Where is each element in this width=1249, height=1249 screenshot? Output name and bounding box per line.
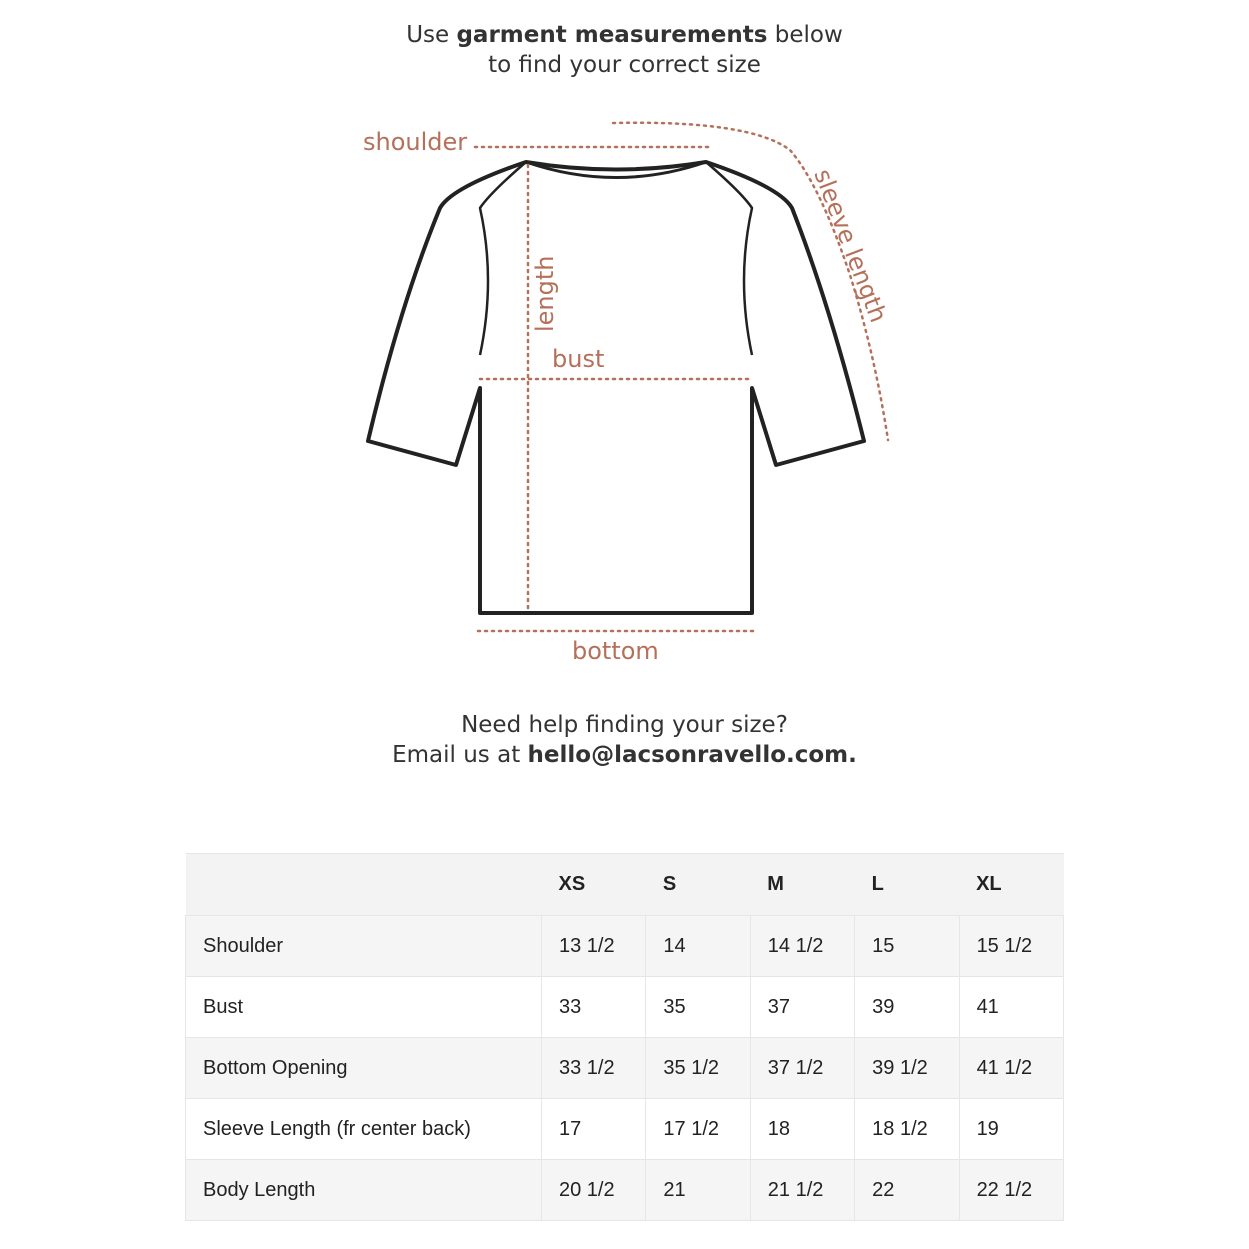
shoulder-label: shoulder [363,128,468,156]
table-cell: 14 1/2 [750,916,854,977]
row-label: Bottom Opening [186,1038,542,1099]
row-label: Body Length [186,1160,542,1221]
sleeve-length-label: sleeve length [808,165,893,327]
intro-text [0,20,1249,80]
shirt-body-outline [368,162,864,613]
table-cell: 33 1/2 [542,1038,646,1099]
size-header-row [186,854,1064,916]
table-cell: 37 1/2 [750,1038,854,1099]
table-cell: 35 [646,977,750,1038]
header-size-xl: XL [959,854,1063,916]
intro-suffix: below [767,22,843,48]
table-cell: 14 [646,916,750,977]
intro-line-2: to find your correct size [488,52,761,78]
measurement-labels [363,128,893,665]
header-empty-cell [186,854,542,916]
table-cell: 35 1/2 [646,1038,750,1099]
left-seam [480,162,526,355]
row-label: Shoulder [186,916,542,977]
table-row [186,1099,1064,1160]
table-row [186,916,1064,977]
table-cell: 39 1/2 [855,1038,959,1099]
table-cell: 39 [855,977,959,1038]
bust-label: bust [552,345,605,373]
header-size-l: L [855,854,959,916]
header-size-m: M [750,854,854,916]
table-cell: 17 [542,1099,646,1160]
table-cell: 21 1/2 [750,1160,854,1221]
help-line-1: Need help finding your size? [461,712,788,738]
header-size-s: S [646,854,750,916]
help-email-prefix: Email us at [392,742,528,768]
table-cell: 22 1/2 [959,1160,1063,1221]
intro-prefix: Use [406,22,457,48]
intro-bold: garment measurements [456,22,768,48]
help-text [0,710,1249,770]
table-cell: 41 1/2 [959,1038,1063,1099]
shirt-outline [368,162,864,613]
help-line-2 [0,740,1249,770]
garment-diagram [330,105,930,675]
table-row [186,977,1064,1038]
table-cell: 19 [959,1099,1063,1160]
table-cell: 13 1/2 [542,916,646,977]
size-chart-table [185,853,1064,1221]
right-seam [706,162,752,355]
table-cell: 20 1/2 [542,1160,646,1221]
table-cell: 15 1/2 [959,916,1063,977]
header-size-xs: XS [542,854,646,916]
table-cell: 21 [646,1160,750,1221]
row-label: Bust [186,977,542,1038]
table-row [186,1038,1064,1099]
row-label: Sleeve Length (fr center back) [186,1099,542,1160]
help-email-link[interactable]: hello@lacsonravello.com. [527,742,857,768]
table-cell: 18 [750,1099,854,1160]
table-row [186,1160,1064,1221]
table-cell: 22 [855,1160,959,1221]
table-cell: 33 [542,977,646,1038]
table-cell: 15 [855,916,959,977]
table-cell: 18 1/2 [855,1099,959,1160]
table-cell: 41 [959,977,1063,1038]
table-cell: 17 1/2 [646,1099,750,1160]
bottom-label: bottom [572,637,659,665]
table-cell: 37 [750,977,854,1038]
length-label: length [531,255,559,332]
intro-line-1 [0,20,1249,50]
